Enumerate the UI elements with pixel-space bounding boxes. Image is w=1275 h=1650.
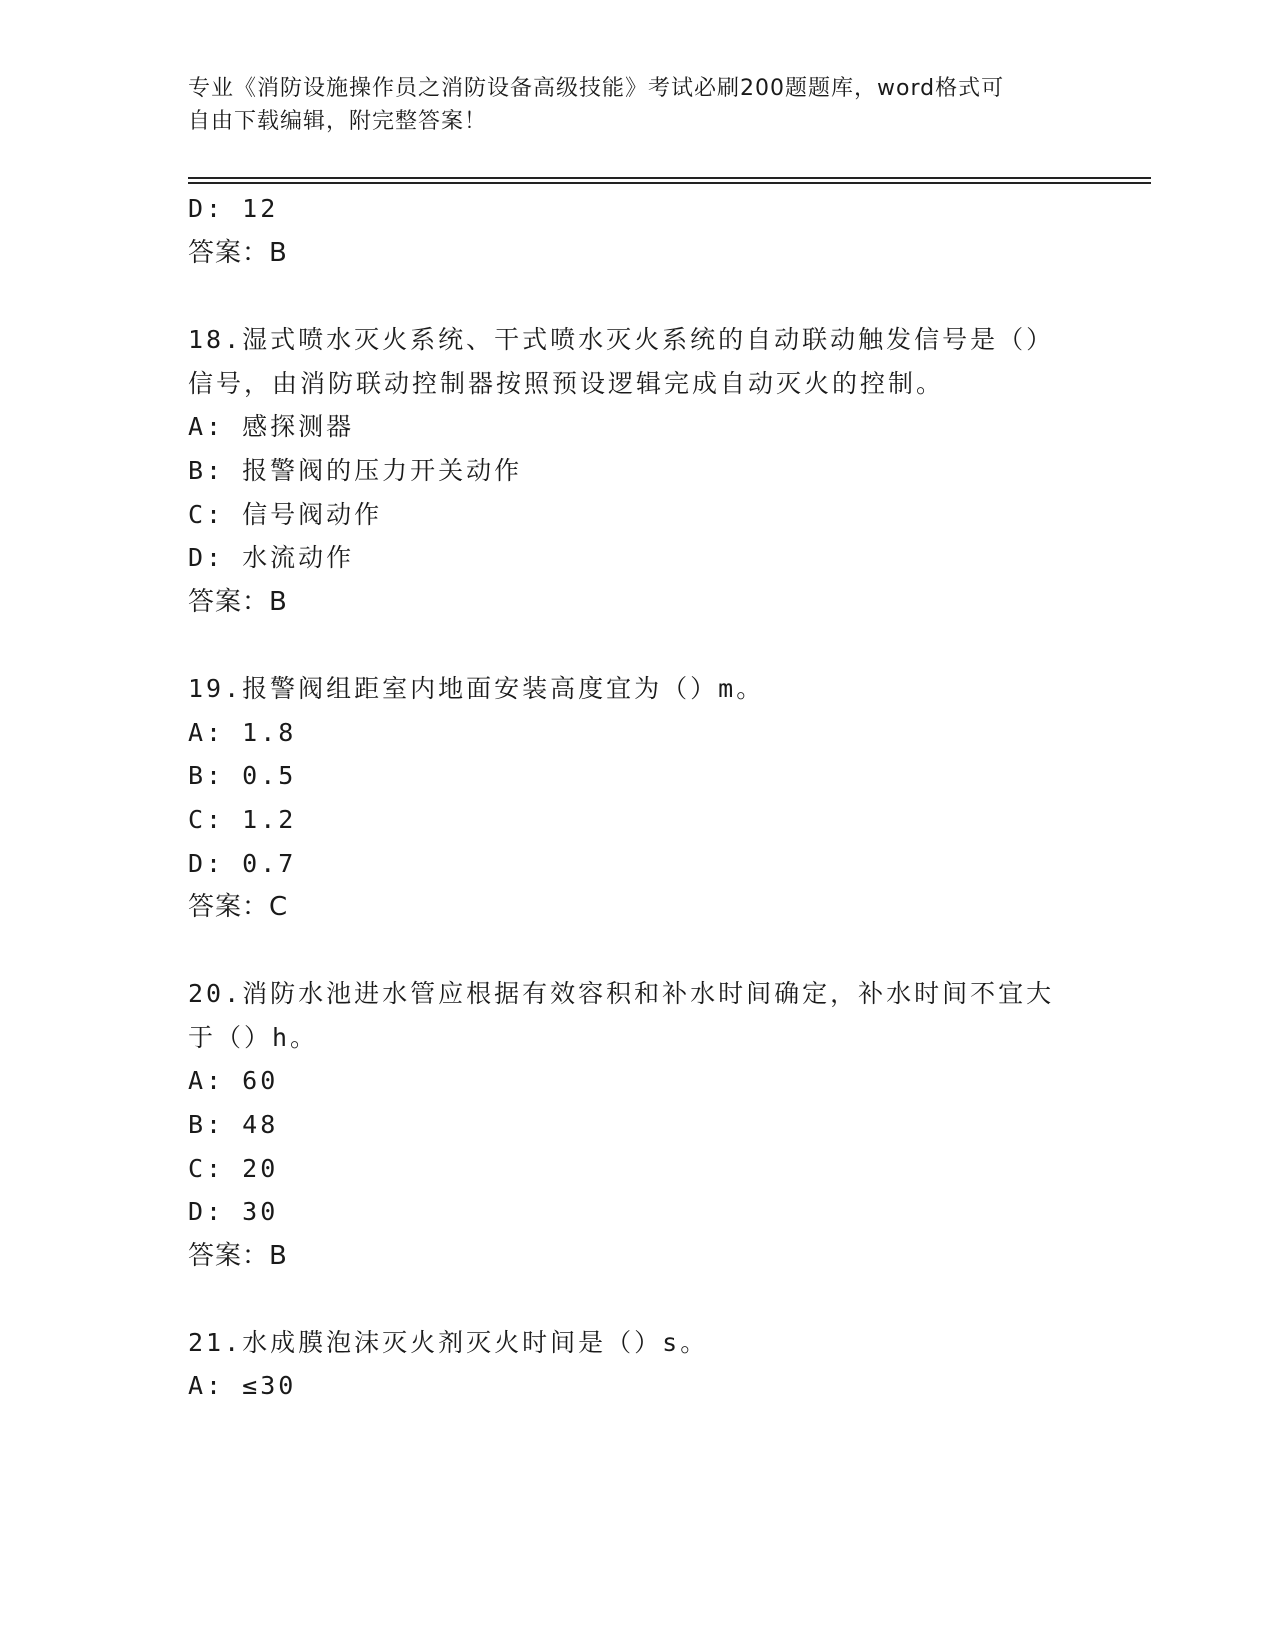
q18-option-d: D: 水流动作 <box>188 543 355 572</box>
q21-stem-line-1: 21.水成膜泡沫灭火剂灭火时间是（）s。 <box>188 1328 709 1357</box>
q20-option-d: D: 30 <box>188 1197 279 1226</box>
q18-option-a: A: 感探测器 <box>188 412 355 441</box>
q18-answer: 答案：B <box>188 587 288 617</box>
header-title-line-2: 自由下载编辑，附完整答案！ <box>188 109 488 134</box>
q20-answer: 答案：B <box>188 1241 288 1271</box>
header-title-line-1: 专业《消防设施操作员之消防设备高级技能》考试必刷200题题库，word格式可 <box>188 76 1005 101</box>
q20-option-a: A: 60 <box>188 1066 279 1095</box>
q19-option-a: A: 1.8 <box>188 718 297 747</box>
q17-option-d: D: 12 <box>188 194 279 223</box>
q20-stem-line-1: 20.消防水池进水管应根据有效容积和补水时间确定，补水时间不宜大 <box>188 979 1055 1008</box>
q17-answer: 答案：B <box>188 238 288 268</box>
q18-option-b: B: 报警阀的压力开关动作 <box>188 456 523 485</box>
q19-option-d: D: 0.7 <box>188 849 297 878</box>
q20-stem-line-2: 于（）h。 <box>188 1023 319 1052</box>
q19-option-b: B: 0.5 <box>188 761 297 790</box>
header-divider-top <box>188 177 1151 179</box>
header-divider-bottom <box>188 182 1151 184</box>
q18-stem-line-1: 18.湿式喷水灭火系统、干式喷水灭火系统的自动联动触发信号是（） <box>188 325 1055 354</box>
document-header <box>188 72 1068 138</box>
q19-stem-line-1: 19.报警阀组距室内地面安装高度宜为（）m。 <box>188 674 765 703</box>
q18-stem-line-2: 信号，由消防联动控制器按照预设逻辑完成自动灭火的控制。 <box>188 369 945 398</box>
q19-answer: 答案：C <box>188 892 289 922</box>
q20-option-c: C: 20 <box>188 1154 279 1183</box>
q20-option-b: B: 48 <box>188 1110 279 1139</box>
q19-option-c: C: 1.2 <box>188 805 297 834</box>
q21-option-a: A: ≤30 <box>188 1371 297 1400</box>
q18-option-c: C: 信号阀动作 <box>188 500 383 529</box>
